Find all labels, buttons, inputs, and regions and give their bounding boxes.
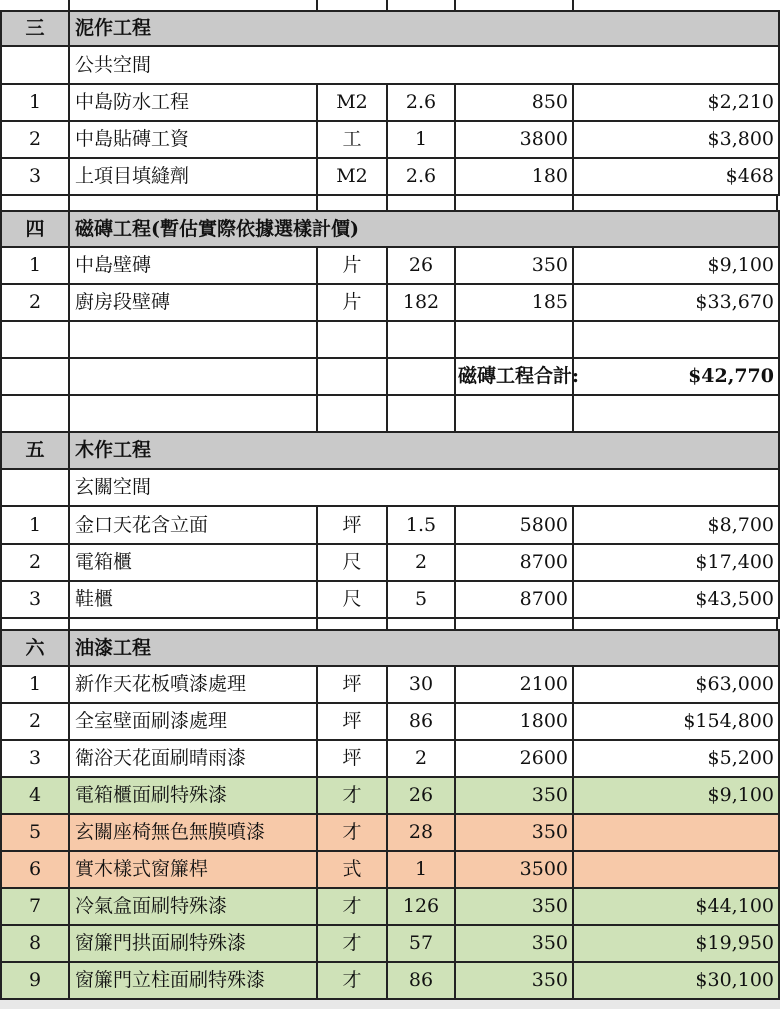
row-total: $43,500 [574, 582, 780, 619]
row-qty: 2.6 [388, 85, 456, 122]
row-total: $33,670 [574, 285, 780, 322]
subheading-row [0, 470, 780, 507]
row-unit: 才 [318, 926, 388, 963]
row-unit: M2 [318, 159, 388, 196]
row-total: $9,100 [574, 778, 780, 815]
row-qty: 2 [388, 741, 456, 778]
row-total [574, 852, 780, 889]
row-price: 1800 [456, 704, 574, 741]
table-row [0, 248, 780, 285]
row-total [574, 815, 780, 852]
section-title: 木作工程 [70, 433, 780, 470]
row-qty: 57 [388, 926, 456, 963]
row-unit: 片 [318, 285, 388, 322]
row-unit: 才 [318, 778, 388, 815]
row-price: 5800 [456, 507, 574, 545]
row-no: 4 [0, 778, 70, 815]
row-unit: 才 [318, 889, 388, 926]
row-total: $30,100 [574, 963, 780, 1000]
row-qty: 2.6 [388, 159, 456, 196]
subheading: 玄關空間 [70, 470, 780, 507]
row-no: 6 [0, 852, 70, 889]
section-header-4 [0, 210, 780, 248]
table-row-highlight-green [0, 963, 780, 1000]
row-unit: 尺 [318, 545, 388, 582]
row-item: 實木樣式窗簾桿 [70, 852, 318, 889]
row-no: 1 [0, 507, 70, 545]
row-price: 350 [456, 889, 574, 926]
row-item: 衛浴天花面刷晴雨漆 [70, 741, 318, 778]
row-price: 3500 [456, 852, 574, 889]
subtotal-value: $42,770 [574, 359, 780, 396]
row-no: 3 [0, 159, 70, 196]
row-no: 2 [0, 285, 70, 322]
subtotal-row [0, 359, 780, 396]
row-qty: 26 [388, 248, 456, 285]
section-gap [0, 619, 780, 629]
table-row [0, 667, 780, 704]
row-no: 2 [0, 545, 70, 582]
row-total: $8,700 [574, 507, 780, 545]
row-qty: 26 [388, 778, 456, 815]
subheading: 公共空間 [70, 47, 780, 85]
top-gap [0, 0, 780, 10]
section-number: 四 [0, 212, 70, 248]
section-number: 五 [0, 433, 70, 470]
row-price: 180 [456, 159, 574, 196]
row-price: 350 [456, 926, 574, 963]
row-unit: 式 [318, 852, 388, 889]
section-title: 油漆工程 [70, 631, 780, 667]
row-item: 廚房段壁磚 [70, 285, 318, 322]
row-no: 1 [0, 248, 70, 285]
row-price: 2100 [456, 667, 574, 704]
row-unit: 坪 [318, 507, 388, 545]
row-unit: 坪 [318, 704, 388, 741]
row-qty: 1 [388, 122, 456, 159]
row-price: 3800 [456, 122, 574, 159]
row-qty: 86 [388, 963, 456, 1000]
section-number: 六 [0, 631, 70, 667]
table-row [0, 704, 780, 741]
row-item: 上項目填縫劑 [70, 159, 318, 196]
empty-row [0, 322, 780, 359]
row-item: 新作天花板噴漆處理 [70, 667, 318, 704]
row-no: 3 [0, 582, 70, 619]
row-total: $44,100 [574, 889, 780, 926]
table-row-highlight-green [0, 778, 780, 815]
row-no: 2 [0, 122, 70, 159]
table-row-highlight-orange [0, 815, 780, 852]
row-item: 玄關座椅無色無膜噴漆 [70, 815, 318, 852]
table-row [0, 582, 780, 619]
table-row [0, 122, 780, 159]
row-unit: 片 [318, 248, 388, 285]
row-unit: 尺 [318, 582, 388, 619]
row-total: $3,800 [574, 122, 780, 159]
table-row-highlight-green [0, 926, 780, 963]
row-item: 全室壁面刷漆處理 [70, 704, 318, 741]
row-no: 3 [0, 741, 70, 778]
row-item: 窗簾門拱面刷特殊漆 [70, 926, 318, 963]
row-total: $2,210 [574, 85, 780, 122]
row-no: 8 [0, 926, 70, 963]
row-price: 350 [456, 248, 574, 285]
section-title: 泥作工程 [70, 12, 780, 47]
table-row-highlight-green [0, 889, 780, 926]
table-row-highlight-orange [0, 852, 780, 889]
empty-row [0, 396, 780, 433]
table-row [0, 85, 780, 122]
row-total: $5,200 [574, 741, 780, 778]
row-item: 冷氣盒面刷特殊漆 [70, 889, 318, 926]
row-qty: 28 [388, 815, 456, 852]
row-unit: M2 [318, 85, 388, 122]
row-unit: 工 [318, 122, 388, 159]
row-total: $63,000 [574, 667, 780, 704]
row-qty: 1.5 [388, 507, 456, 545]
row-total: $9,100 [574, 248, 780, 285]
row-qty: 1 [388, 852, 456, 889]
table-row [0, 545, 780, 582]
row-unit: 才 [318, 815, 388, 852]
section-header-6 [0, 629, 780, 667]
row-qty: 86 [388, 704, 456, 741]
row-no: 2 [0, 704, 70, 741]
row-total: $468 [574, 159, 780, 196]
row-price: 2600 [456, 741, 574, 778]
row-no: 9 [0, 963, 70, 1000]
section-header-5 [0, 433, 780, 470]
row-item: 中島防水工程 [70, 85, 318, 122]
row-price: 8700 [456, 545, 574, 582]
row-unit: 才 [318, 963, 388, 1000]
row-total: $17,400 [574, 545, 780, 582]
row-qty: 5 [388, 582, 456, 619]
section-number: 三 [0, 12, 70, 47]
row-no: 1 [0, 667, 70, 704]
subheading-row [0, 47, 780, 85]
row-item: 中島貼磚工資 [70, 122, 318, 159]
row-item: 窗簾門立柱面刷特殊漆 [70, 963, 318, 1000]
bottom-gap [0, 1000, 780, 1009]
row-no: 1 [0, 85, 70, 122]
row-item: 鞋櫃 [70, 582, 318, 619]
section-header-3 [0, 10, 780, 47]
row-item: 電箱櫃面刷特殊漆 [70, 778, 318, 815]
row-unit: 坪 [318, 667, 388, 704]
table-row [0, 285, 780, 322]
row-price: 350 [456, 778, 574, 815]
table-row [0, 159, 780, 196]
section-title: 磁磚工程(暫估實際依據選樣計價) [70, 212, 780, 248]
row-qty: 2 [388, 545, 456, 582]
row-item: 電箱櫃 [70, 545, 318, 582]
subtotal-label: 磁磚工程合計: [456, 359, 574, 396]
table-row [0, 741, 780, 778]
row-price: 350 [456, 963, 574, 1000]
table-row [0, 507, 780, 545]
row-item: 金口天花含立面 [70, 507, 318, 545]
row-price: 850 [456, 85, 574, 122]
row-no: 5 [0, 815, 70, 852]
row-total: $19,950 [574, 926, 780, 963]
row-no: 7 [0, 889, 70, 926]
row-qty: 30 [388, 667, 456, 704]
row-qty: 126 [388, 889, 456, 926]
row-item: 中島壁磚 [70, 248, 318, 285]
row-total: $154,800 [574, 704, 780, 741]
row-price: 185 [456, 285, 574, 322]
row-qty: 182 [388, 285, 456, 322]
row-price: 350 [456, 815, 574, 852]
section-gap [0, 196, 780, 210]
row-price: 8700 [456, 582, 574, 619]
row-unit: 坪 [318, 741, 388, 778]
